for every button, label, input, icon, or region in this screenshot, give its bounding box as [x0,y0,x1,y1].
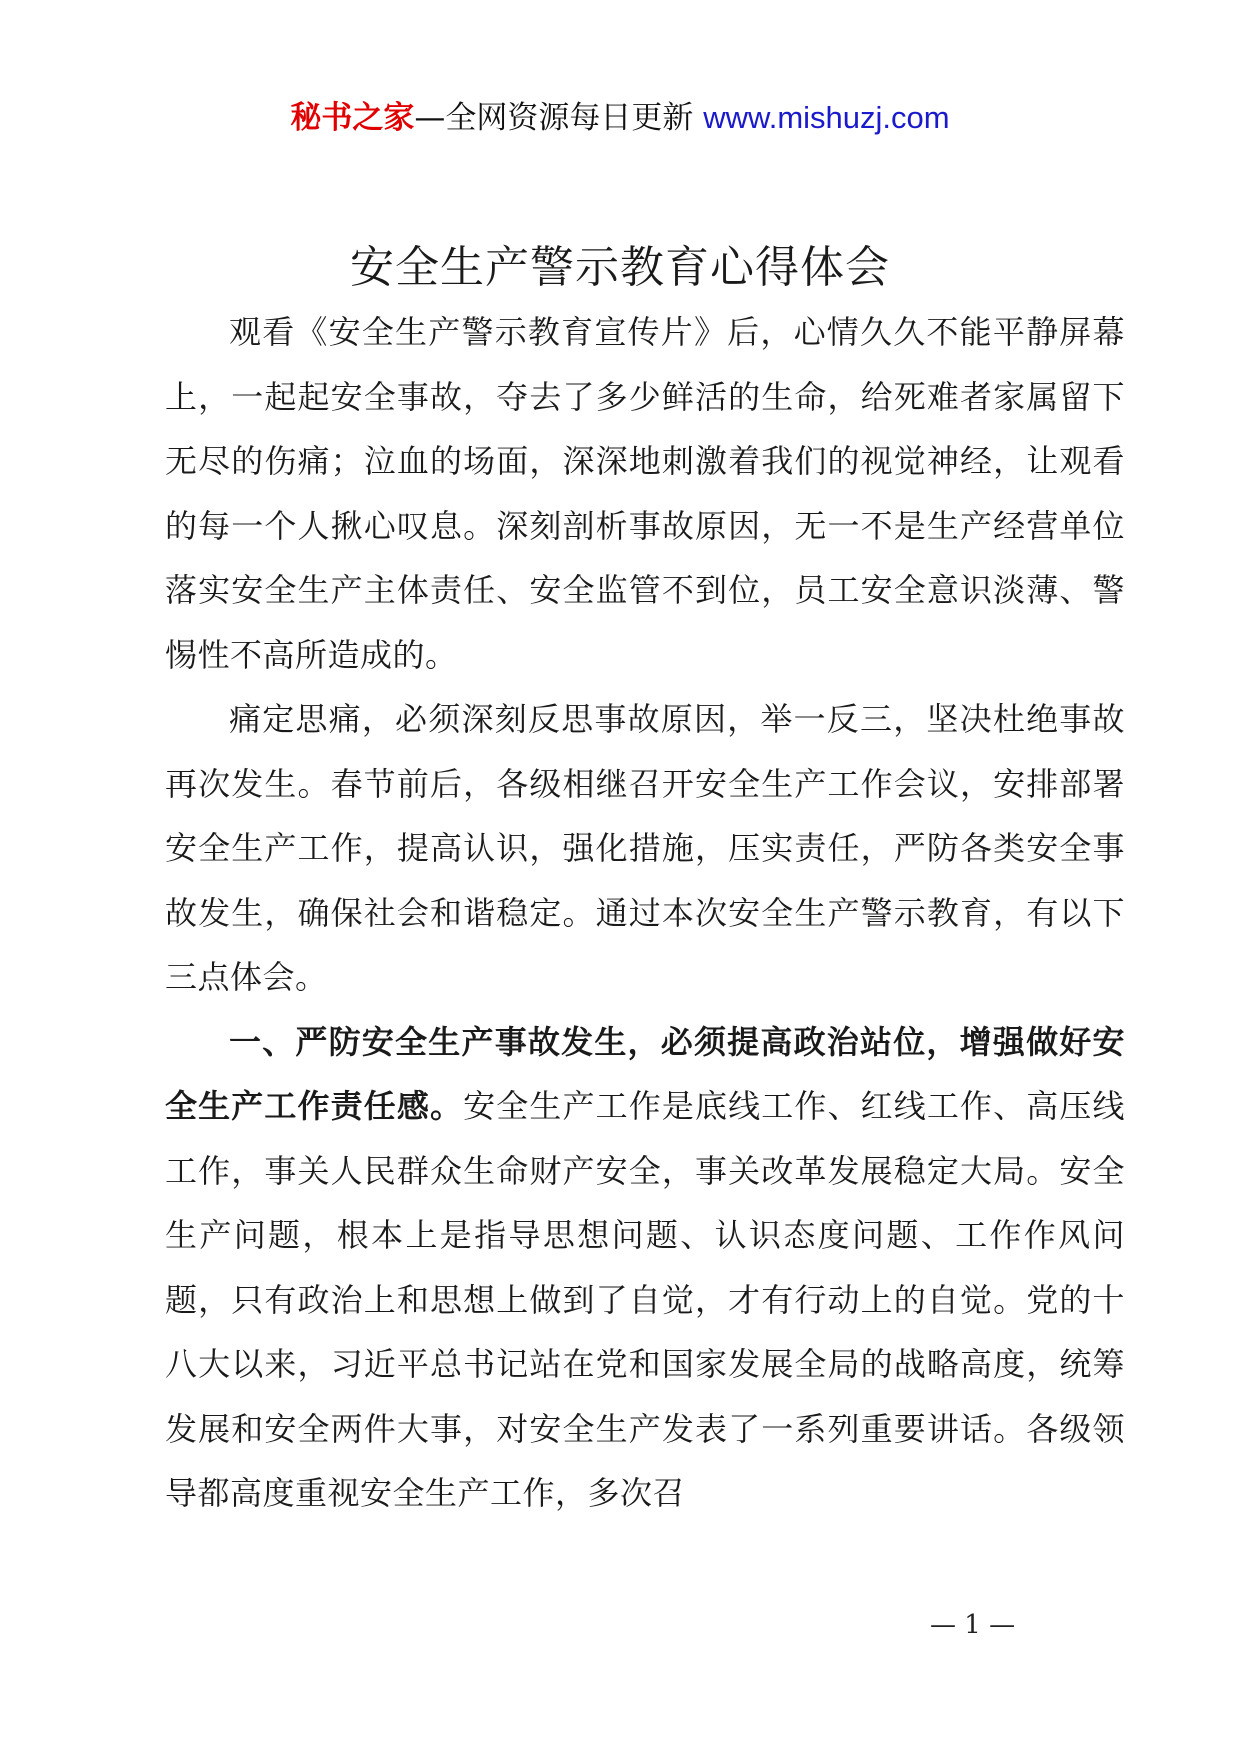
brand-name: 秘书之家 [290,100,415,136]
site-header [0,98,1240,138]
paragraph-3-lead: 一、严防安全生产事故发生，必须提高政治站位，增强做好安全生产工作责任感。 [165,1022,1125,1125]
paragraph-1 [165,300,1125,687]
page-number: — 1 — [930,1610,1016,1640]
header-tagline: —全网资源每日更新 [414,100,704,136]
document-body [165,300,1125,1526]
paragraph-2-text: 痛定思痛，必须深刻反思事故原因，举一反三，坚决杜绝事故再次发生。春节前后，各级相继召开安全生产工作会议，安排部署安全生产工作，提高认识，强化措施，压实责任，严防各类安全事故发生，确保社会和谐稳定。通过本次安全生产警示教育，有以下三点体会。 [165,700,1125,996]
paragraph-3 [165,1010,1125,1526]
document-title: 安全生产警示教育心得体会 [350,242,890,293]
paragraph-2 [165,687,1125,1010]
site-url[interactable]: www.mishuzj.com [703,100,950,135]
paragraph-3-text: 安全生产工作是底线工作、红线工作、高压线工作，事关人民群众生命财产安全，事关改革发展稳定大局。安全生产问题，根本上是指导思想问题、认识态度问题、工作作风问题，只有政治上和思想上做到了自觉，才有行动上的自觉。党的十八大以来，习近平总书记站在党和国家发展全局的战略高度，统筹发展和安全两件大事，对安全生产发表了一系列重要讲话。各级领导都高度重视安全生产工作，多次召 [165,1087,1125,1512]
paragraph-1-text: 观看《安全生产警示教育宣传片》后，心情久久不能平静屏幕上，一起起安全事故，夺去了多少鲜活的生命，给死难者家属留下无尽的伤痛；泣血的场面，深深地刺激着我们的视觉神经，让观看的每一个人揪心叹息。深刻剖析事故原因，无一不是生产经营单位落实安全生产主体责任、安全监管不到位，员工安全意识淡薄、警惕性不高所造成的。 [165,313,1125,674]
